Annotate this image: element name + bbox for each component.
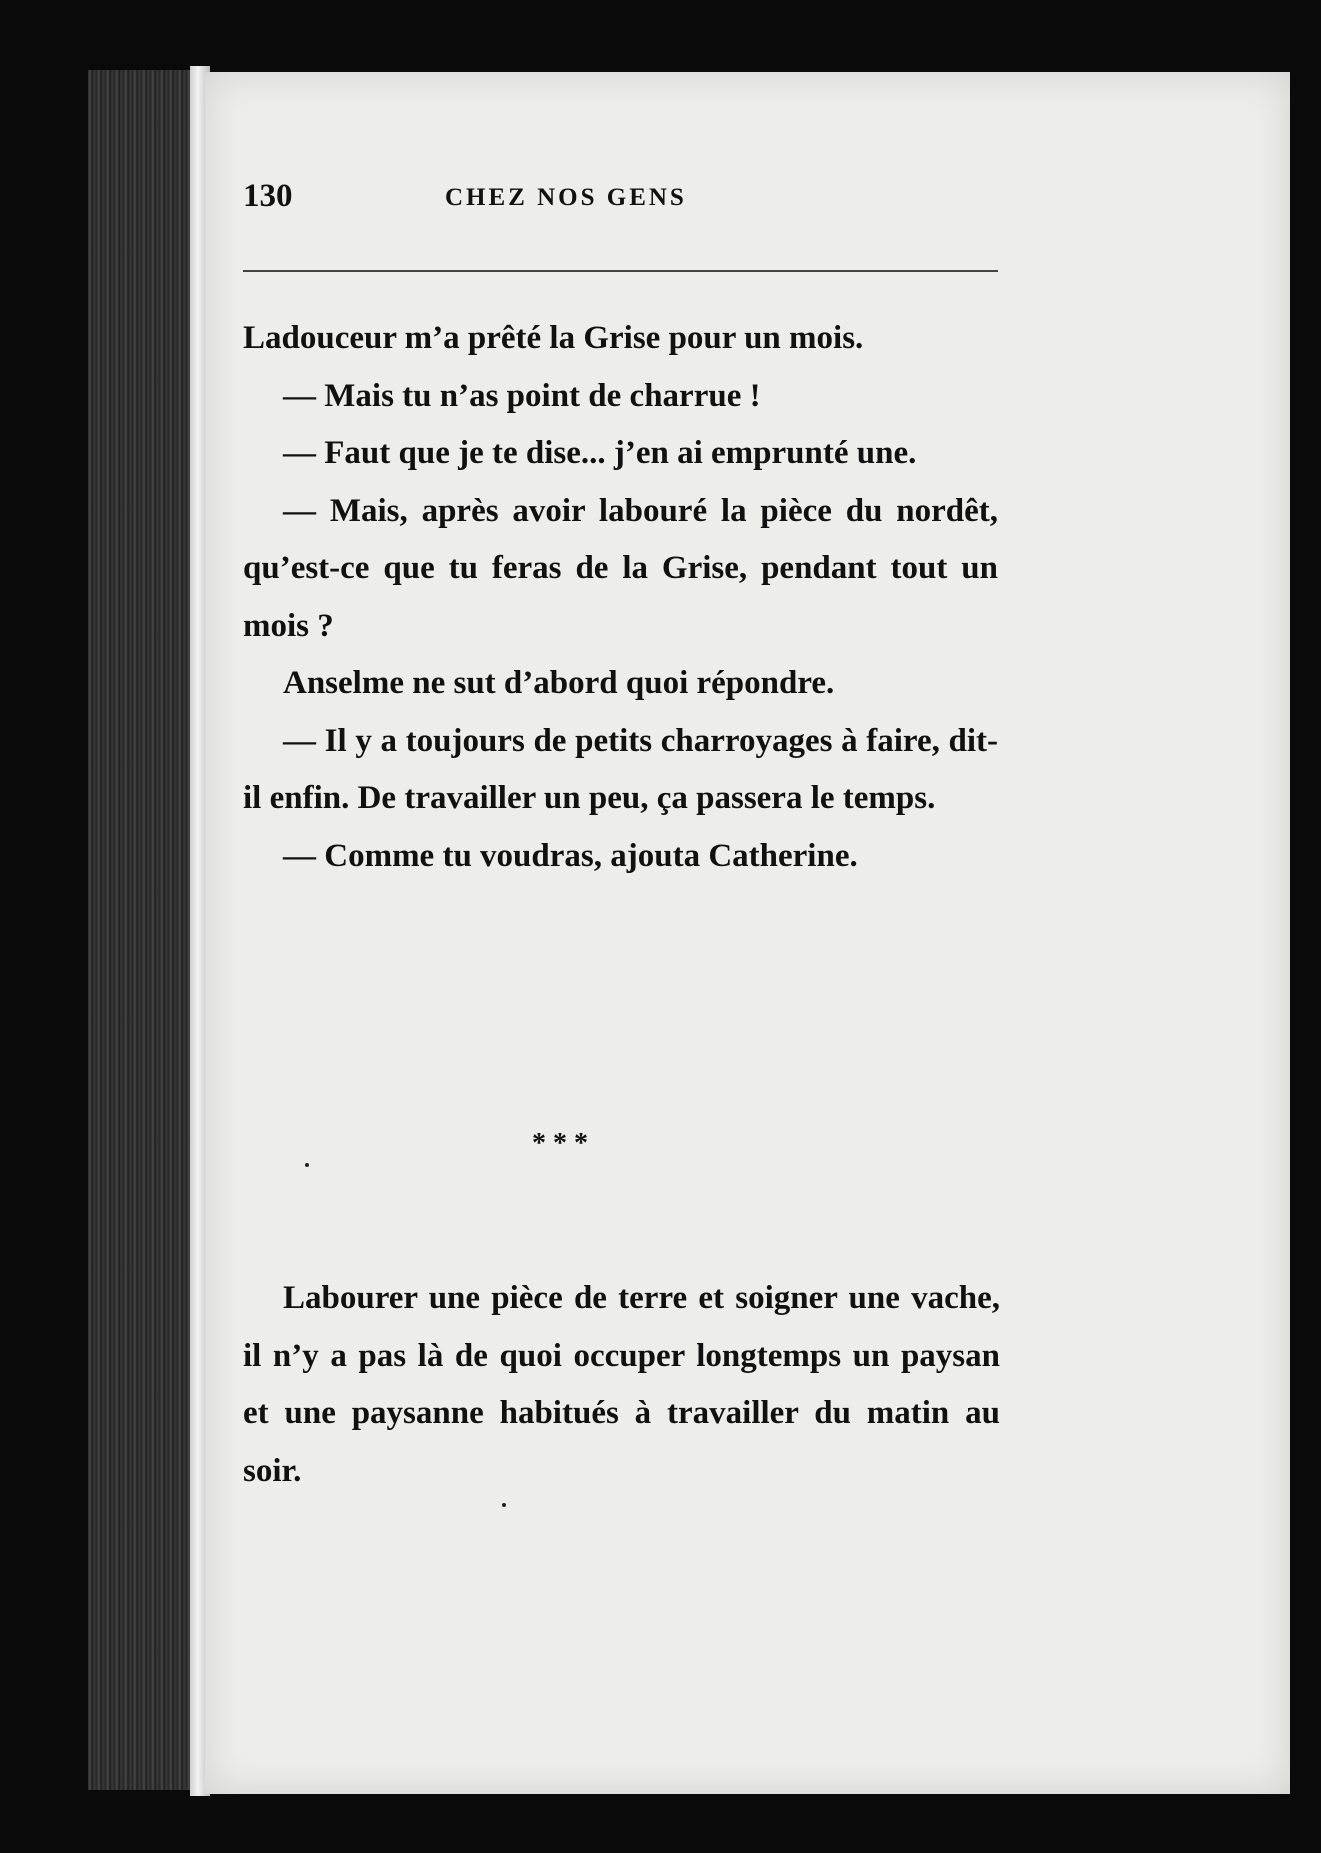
ink-speck <box>502 1503 506 1507</box>
section-separator: * * * <box>532 1128 588 1159</box>
paragraph: — Il y a toujours de petits charroyages à faire, dit-il enfin. De travailler un peu, ça passera le temps. <box>243 722 998 816</box>
body-text <box>243 310 998 885</box>
page-number: 130 <box>243 178 293 214</box>
book-spine <box>88 70 198 1790</box>
closing-text <box>243 1270 1000 1500</box>
paragraph: Anselme ne sut d’abord quoi répondre. <box>283 665 835 701</box>
header-rule <box>243 270 998 272</box>
page-header <box>243 178 998 234</box>
paragraph: — Mais tu n’as point de charrue ! <box>283 377 761 414</box>
running-title: CHEZ NOS GENS <box>445 184 687 211</box>
ink-speck <box>305 1163 309 1167</box>
paragraph: Ladouceur m’a prêté la Grise pour un mois. <box>243 320 864 356</box>
paragraph: — Mais, après avoir labouré la pièce du nordêt, qu’est-ce que tu feras de la Grise, pendant tout un mois ? <box>243 492 998 644</box>
paragraph: Labourer une pièce de terre et soigner une vache, il n’y a pas là de quoi occuper longtemps un paysan et une paysanne habitués à travailler du matin au soir. <box>243 1280 1000 1489</box>
paragraph: — Faut que je te dise... j’en ai emprunté une. <box>283 435 917 471</box>
paragraph: — Comme tu voudras, ajouta Catherine. <box>283 837 858 874</box>
